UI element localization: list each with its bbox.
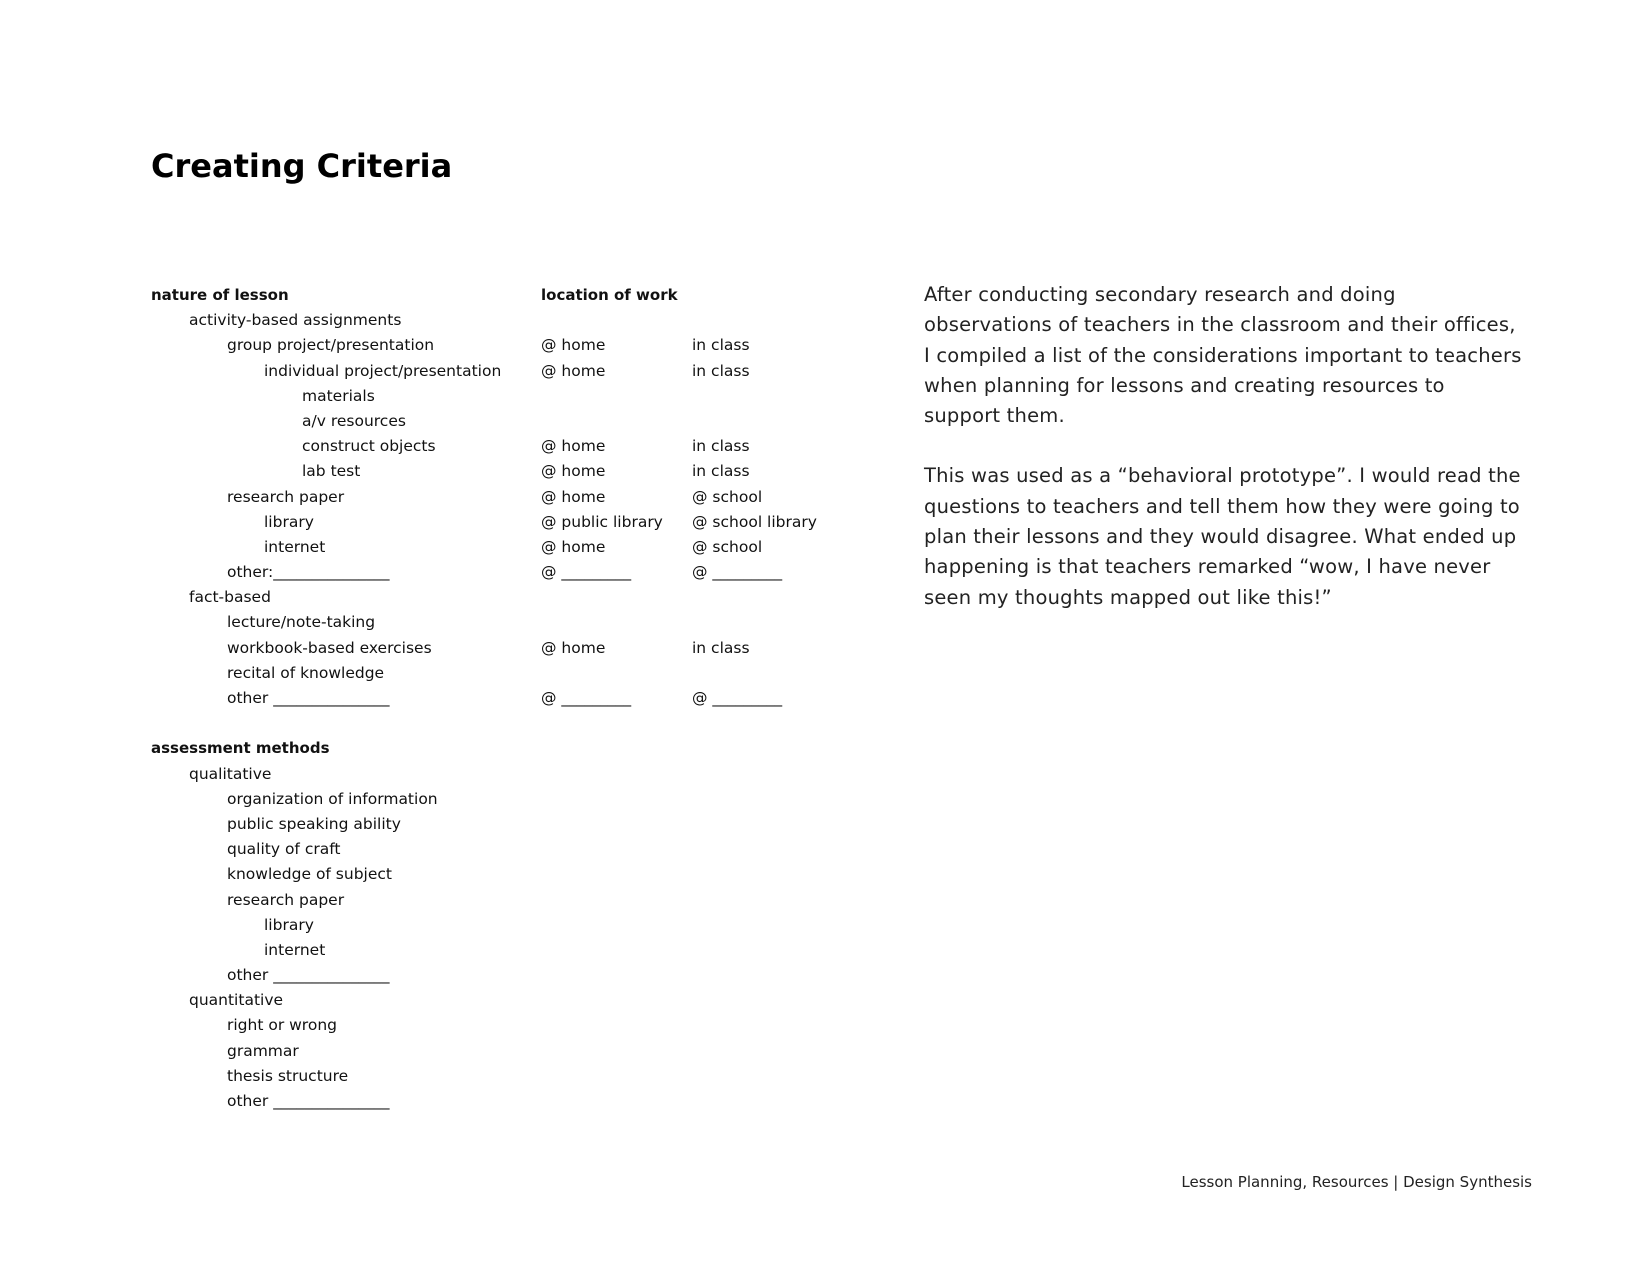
criteria-label: thesis structure <box>227 1066 349 1085</box>
criteria-row <box>151 913 851 938</box>
criteria-row <box>151 459 851 484</box>
description-paragraph: After conducting secondary research and doing observations of teachers in the classroom and their offices, I compiled a list of the considerations important to teachers when planning for lessons and creating resources to support them. <box>924 283 1522 428</box>
description <box>924 280 1524 643</box>
location-option-2: in class <box>692 462 750 481</box>
criteria-label: organization of information <box>227 789 438 808</box>
criteria-label: other _______________ <box>227 689 390 707</box>
criteria-row <box>151 787 851 812</box>
criteria-row <box>151 535 851 560</box>
criteria-row <box>151 837 851 862</box>
spacer-row <box>151 711 851 736</box>
criteria-row <box>151 434 851 459</box>
criteria-row <box>151 938 851 963</box>
criteria-row <box>151 610 851 635</box>
criteria-label: internet <box>264 537 326 556</box>
criteria-row <box>151 560 851 585</box>
criteria-row <box>151 359 851 384</box>
criteria-label: other:_______________ <box>227 563 390 582</box>
criteria-label: quality of craft <box>227 840 341 859</box>
criteria-label: public speaking ability <box>227 814 401 833</box>
criteria-row <box>151 1039 851 1064</box>
location-option-1: @ home <box>541 336 606 355</box>
criteria-label: materials <box>302 386 375 405</box>
criteria-label: individual project/presentation <box>264 361 502 380</box>
location-option-2: @ _________ <box>692 563 783 582</box>
location-option-2: @ school <box>692 537 763 556</box>
criteria-label: library <box>264 512 314 531</box>
location-option-1: @ _________ <box>541 689 632 707</box>
criteria-label: right or wrong <box>227 1016 337 1035</box>
description-paragraph: This was used as a “behavioral prototype”. I would read the questions to teachers and tell them how they were going to plan their lessons and they would disagree. What ended up happening is that teachers remarked “wow, I have never seen my thoughts mapped out like this!” <box>924 464 1521 609</box>
criteria-label: fact-based <box>189 588 271 607</box>
location-option-1: @ home <box>541 361 606 380</box>
criteria-row <box>151 409 851 434</box>
criteria-label: qualitative <box>189 764 272 783</box>
criteria-label: construct objects <box>302 437 436 456</box>
criteria-label: research paper <box>227 890 345 909</box>
criteria-row <box>151 333 851 358</box>
location-option-2: in class <box>692 336 750 355</box>
criteria-row <box>151 862 851 887</box>
criteria-label: group project/presentation <box>227 336 435 355</box>
location-option-2: @ school library <box>692 512 817 531</box>
criteria-row <box>151 308 851 333</box>
location-option-2: @ _________ <box>692 689 783 707</box>
criteria-label: research paper <box>227 487 345 506</box>
criteria-row <box>151 762 851 787</box>
criteria-label: a/v resources <box>302 411 406 430</box>
criteria-row <box>151 384 851 409</box>
criteria-label: activity-based assignments <box>189 311 402 330</box>
criteria-row <box>151 1089 851 1114</box>
location-option-1: @ _________ <box>541 563 632 582</box>
criteria-row <box>151 1013 851 1038</box>
criteria-row <box>151 812 851 837</box>
criteria-list <box>151 283 851 1114</box>
location-option-1: @ public library <box>541 512 663 531</box>
criteria-row <box>151 585 851 610</box>
criteria-row <box>151 888 851 913</box>
criteria-label: internet <box>264 940 326 959</box>
criteria-row <box>151 510 851 535</box>
criteria-row <box>151 636 851 661</box>
location-option-1: @ home <box>541 462 606 481</box>
criteria-row <box>151 485 851 510</box>
location-option-1: @ home <box>541 537 606 556</box>
location-option-1: @ home <box>541 487 606 506</box>
location-option-1: @ home <box>541 638 606 657</box>
page-title: Creating Criteria <box>151 147 453 185</box>
criteria-label: library <box>264 915 314 934</box>
section-header-row <box>151 283 851 308</box>
section-heading: nature of lesson <box>151 286 289 304</box>
criteria-row <box>151 988 851 1013</box>
criteria-row <box>151 661 851 686</box>
criteria-row <box>151 1064 851 1089</box>
criteria-label: other _______________ <box>227 966 390 985</box>
location-option-1: @ home <box>541 437 606 456</box>
criteria-label: grammar <box>227 1041 299 1060</box>
criteria-row <box>151 963 851 988</box>
criteria-row <box>151 686 851 711</box>
location-option-2: in class <box>692 638 750 657</box>
criteria-label: workbook-based exercises <box>227 638 432 657</box>
criteria-label: recital of knowledge <box>227 663 385 682</box>
page-footer: Lesson Planning, Resources | Design Synthesis <box>1181 1173 1532 1191</box>
location-option-2: in class <box>692 437 750 456</box>
location-option-2: in class <box>692 361 750 380</box>
criteria-label: lab test <box>302 462 361 481</box>
criteria-label: quantitative <box>189 991 284 1010</box>
criteria-label: other _______________ <box>227 1092 390 1110</box>
section-header-row <box>151 736 851 761</box>
location-option-2: @ school <box>692 487 763 506</box>
column-heading: location of work <box>541 286 678 304</box>
section-heading: assessment methods <box>151 739 330 758</box>
criteria-label: knowledge of subject <box>227 865 392 884</box>
criteria-label: lecture/note-taking <box>227 613 376 632</box>
